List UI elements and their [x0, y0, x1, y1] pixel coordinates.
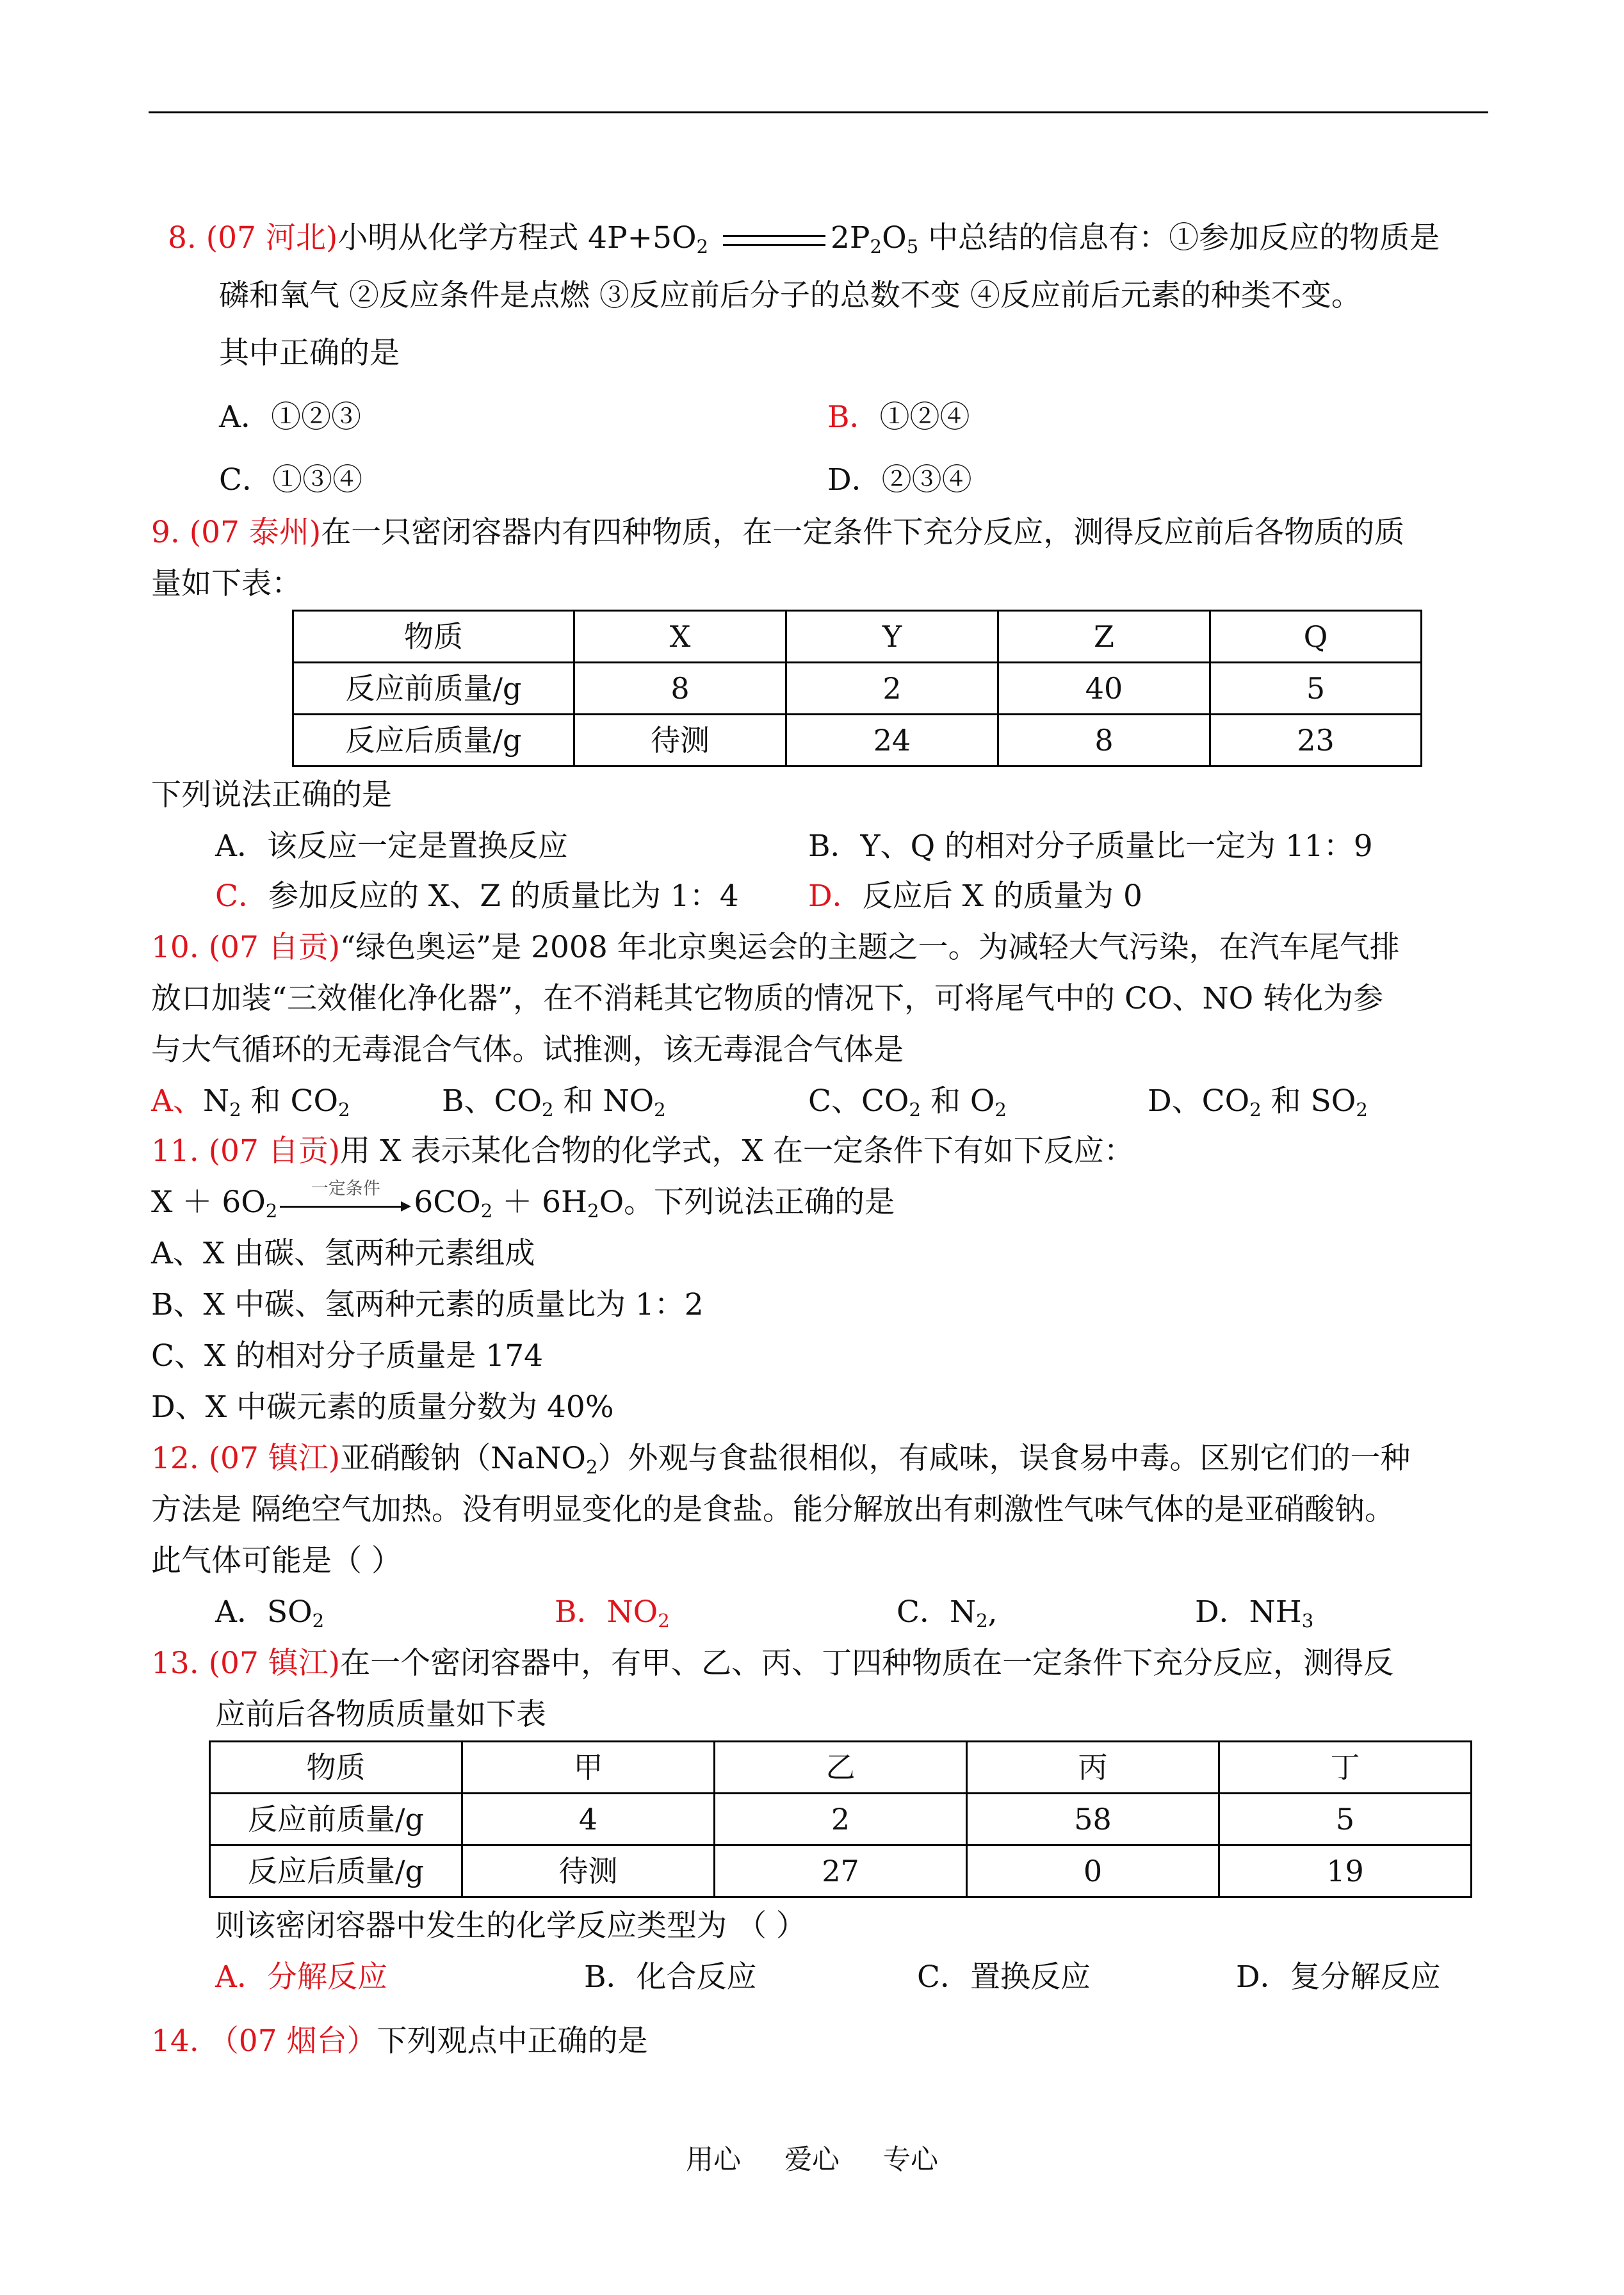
q8-option-c: C．①③④ [219, 462, 362, 498]
q10-option-b: B、$CO_2$ 和 $NO_2$ [442, 1083, 666, 1121]
q13-option-b: B．化合反应 [584, 1959, 757, 1995]
q12-source: (07 镇江) [208, 1441, 341, 1476]
q9-option-d: D．反应后 X 的质量为 0 [808, 879, 1142, 914]
q9-source: (07 泰州) [189, 515, 321, 550]
q11-option-a: A、X 由碳、氢两种元素组成 [151, 1236, 535, 1271]
q12-option-c: C．$N_2$, [897, 1594, 998, 1632]
q12-line1: 12. (07 镇江)亚硝酸钠（NaNO$_2$）外观与食盐很相似，有咸味，误食易中毒。区别它们的一种 [151, 1441, 1411, 1479]
q12-option-a: A．$SO_2$ [215, 1594, 325, 1632]
q12-line3: 此气体可能是（ ） [151, 1543, 402, 1578]
q11-option-c: C、X 的相对分子质量是 174 [151, 1338, 544, 1374]
q9-table [292, 610, 1422, 767]
q9-after: 下列说法正确的是 [151, 777, 392, 813]
reaction-arrow: 一定条件 [280, 1197, 411, 1216]
q13-number: 13. [151, 1646, 199, 1681]
q11-equation: $X + 6O_2$ 一定条件 $6CO_2 + 6H_2O$。下列说法正确的是 [151, 1179, 895, 1222]
q10-option-c: C、$CO_2$ 和 $O_2$ [808, 1083, 1007, 1121]
header-rule [149, 111, 1488, 113]
q10-line3: 与大气循环的无毒混合气体。试推测，该无毒混合气体是 [151, 1032, 904, 1067]
q9-line2: 量如下表： [151, 566, 302, 601]
table-row: 反应后质量/g 待测 24 8 23 [293, 715, 1422, 766]
q9-option-a: A．该反应一定是置换反应 [215, 829, 568, 864]
q8-option-d: D．②③④ [827, 462, 972, 498]
q11-option-b: B、X 中碳、氢两种元素的质量比为 1：2 [151, 1287, 704, 1322]
table-row: 物质 X Y Z Q [293, 611, 1422, 663]
page-footer: 用心 爱心 专心 [686, 2144, 938, 2176]
q13-option-c: C．置换反应 [917, 1959, 1091, 1995]
q8-option-a: A．①②③ [219, 400, 361, 435]
q13-line1: 13. (07 镇江)在一个密闭容器中，有甲、乙、丙、丁四种物质在一定条件下充分反应，测得反 [151, 1646, 1394, 1681]
q14-number: 14. [151, 2023, 199, 2059]
table-row: 物质 甲 乙 丙 丁 [210, 1742, 1472, 1794]
q10-option-d: D、$CO_2$ 和 $SO_2$ [1148, 1083, 1368, 1121]
q14-line1: 14. （07 烟台）下列观点中正确的是 [151, 2023, 648, 2059]
q10-line1: 10. (07 自贡)“绿色奥运”是 2008 年北京奥运会的主题之一。为减轻大气污染，在汽车尾气排 [151, 930, 1400, 965]
q13-table [209, 1740, 1472, 1898]
q9-option-b: B．Y、Q 的相对分子质量比一定为 11：9 [808, 829, 1373, 864]
q8-line2: 磷和氧气 ②反应条件是点燃 ③反应前后分子的总数不变 ④反应前后元素的种类不变。 [219, 278, 1361, 313]
q13-source: (07 镇江) [208, 1646, 341, 1681]
q8-line3: 其中正确的是 [219, 336, 400, 371]
q13-line2: 应前后各物质质量如下表 [215, 1697, 546, 1732]
q11-line1: 11. (07 自贡)用 X 表示某化合物的化学式，X 在一定条件下有如下反应： [151, 1133, 1134, 1169]
q8-option-b: B．①②④ [827, 400, 970, 435]
q10-line2: 放口加装“三效催化净化器”，在不消耗其它物质的情况下，可将尾气中的 CO、NO 转化为参 [151, 981, 1384, 1016]
q11-source: (07 自贡) [208, 1133, 341, 1169]
q12-option-b: B．$NO_2$ [555, 1594, 670, 1632]
q8-source: (07 河北) [206, 220, 338, 255]
q12-number: 12. [151, 1441, 199, 1476]
q9-option-c: C．参加反应的 X、Z 的质量比为 1：4 [215, 879, 739, 914]
q13-after: 则该密闭容器中发生的化学反应类型为 （ ） [215, 1908, 806, 1943]
q8-line1: 8. (07 河北)小明从化学方程式 $4P+5O_2$ $2P_2O_5$ 中总结的信息有：①参加反应的物质是 [168, 220, 1440, 258]
q11-number: 11. [151, 1133, 199, 1169]
q9-line1: 9. (07 泰州)在一只密闭容器内有四种物质，在一定条件下充分反应，测得反应前后各物质的质 [151, 515, 1405, 550]
q12-line2: 方法是 隔绝空气加热。没有明显变化的是食盐。能分解放出有刺激性气味气体的是亚硝酸钠。 [151, 1492, 1395, 1527]
table-row: 反应前质量/g 8 2 40 5 [293, 663, 1422, 715]
table-row: 反应后质量/g 待测 27 0 19 [210, 1845, 1472, 1897]
q9-number: 9. [151, 515, 180, 550]
equals-sign [723, 235, 825, 246]
q8-number: 8. [168, 220, 197, 255]
q14-source: （07 烟台） [208, 2023, 377, 2059]
q13-option-d: D．复分解反应 [1236, 1959, 1441, 1995]
q13-option-a: A．分解反应 [215, 1959, 387, 1995]
q12-option-d: D．$NH_3$ [1195, 1594, 1314, 1632]
table-row: 反应前质量/g 4 2 58 5 [210, 1794, 1472, 1845]
q10-source: (07 自贡) [208, 930, 341, 965]
q10-number: 10. [151, 930, 199, 965]
q11-option-d: D、X 中碳元素的质量分数为 40% [151, 1390, 614, 1425]
q10-option-a: A、$N_2$ 和 $CO_2$ [151, 1083, 350, 1121]
